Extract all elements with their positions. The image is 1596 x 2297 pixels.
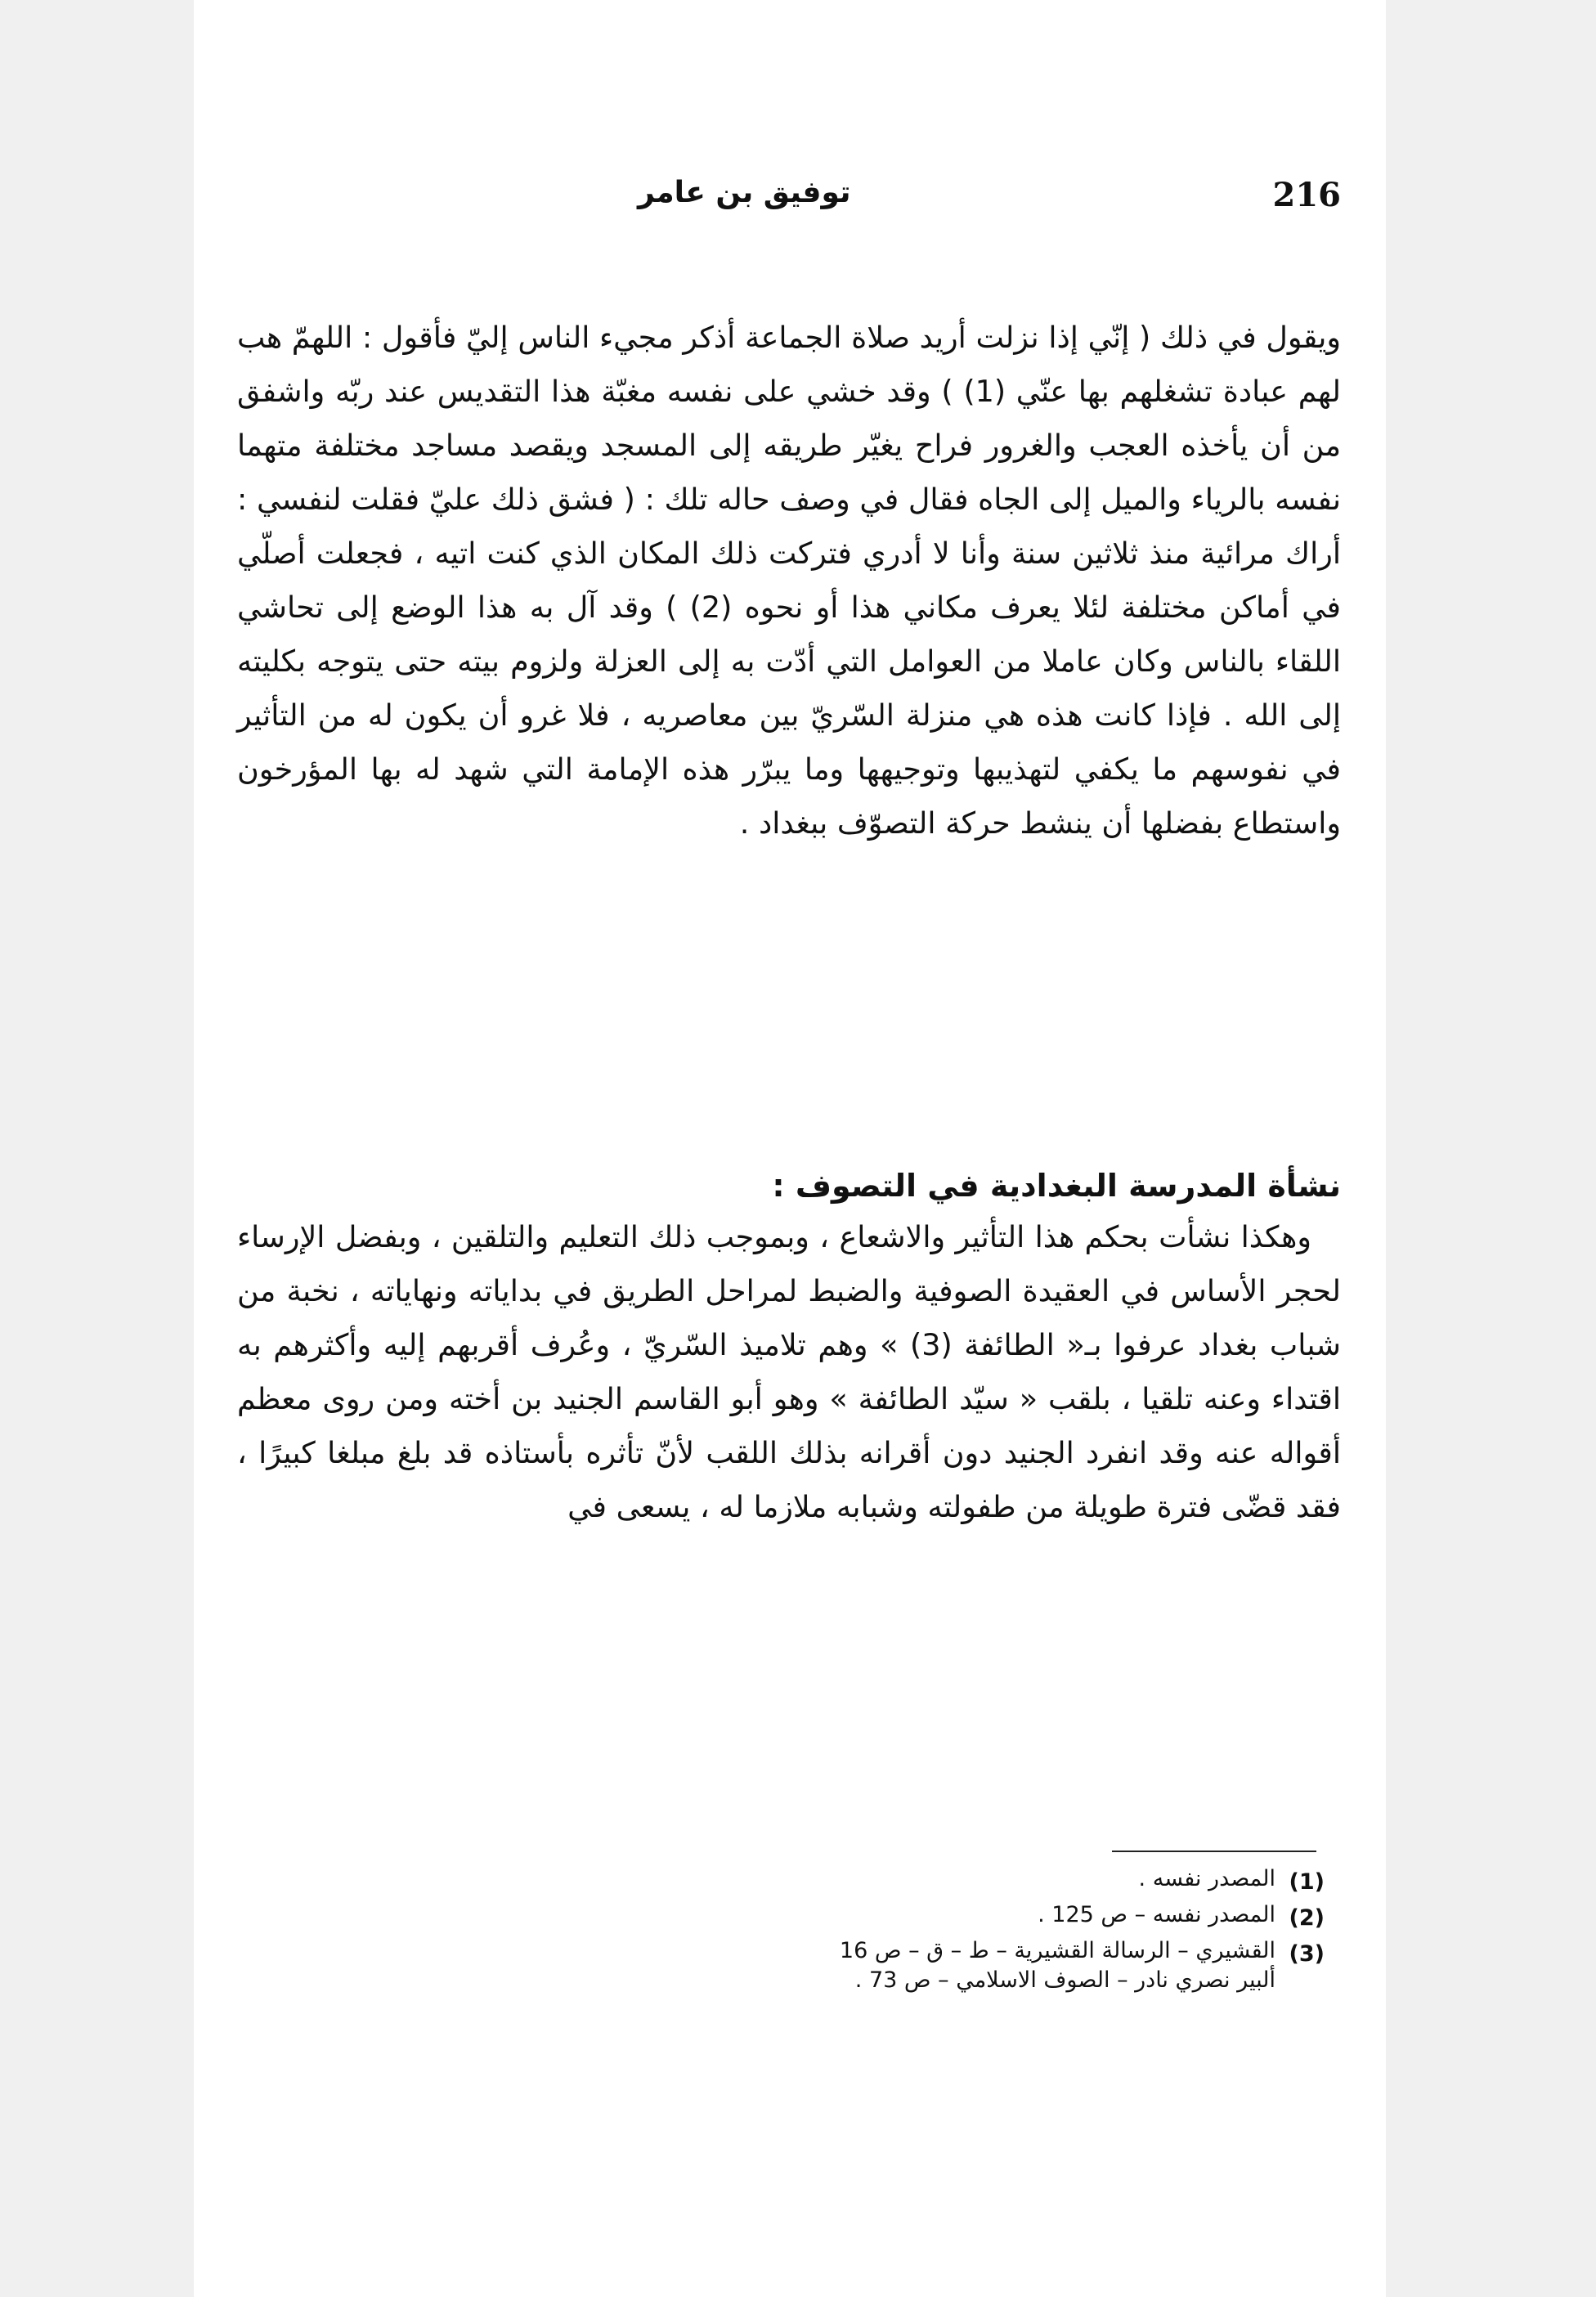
footnote-number: (1) (1289, 1869, 1325, 1895)
footnote-divider (1112, 1851, 1316, 1852)
footnote-line: المصدر نفسه – ص 125 . (1038, 1902, 1275, 1927)
footnote (630, 1936, 1325, 1995)
paragraph: ويقول في ذلك ( إنّي إذا نزلت أريد صلاة الجماعة أذكر مجيء الناس إليّ فأقول : اللهمّ هب لهم عبادة تشغلهم بها عنّي (1) ) وقد خشي على نفسه مغبّة هذا التقديس عند ربّه واشفق من أن يأخذه العجب والغرور فراح يغيّر طريقه إلى المسجد ويقصد مساجد مختلفة متهما نفسه بالرياء والميل إلى الجاه فقال في وصف حاله تلك : ( فشق ذلك عليّ فقلت لنفسي : أراك مرائية منذ ثلاثين سنة وأنا لا أدري فتركت ذلك المكان الذي كنت اتيه ، فجعلت أصلّي في أماكن مختلفة لئلا يعرف مكاني هذا أو نحوه (2) ) وقد آل به هذا الوضع إلى تحاشي اللقاء بالناس وكان عاملا من العوامل التي أدّت به إلى العزلة ولزوم بيته حتى يتوجه بكليته إلى الله . فإذا كانت هذه هي منزلة السّريّ بين معاصريه ، فلا غرو أن يكون له من التأثير في نفوسهم ما يكفي لتهذيبها وتوجيهها وما يبرّر هذه الإمامة التي شهد له بها المؤرخون واستطاع بفضلها أن ينشط حركة التصوّف ببغداد . (237, 320, 1341, 841)
footnote-number: (3) (1289, 1941, 1325, 1967)
running-title: توفيق بن عامر (638, 176, 851, 209)
main-text (237, 311, 1341, 1534)
footnote-line: القشيري – الرسالة القشيرية – ط – ق – ص 16 (839, 1938, 1275, 1963)
page-header (237, 176, 1341, 233)
page-number: 216 (1272, 176, 1341, 214)
paragraph: وهكذا نشأت بحكم هذا التأثير والاشعاع ، وبموجب ذلك التعليم والتلقين ، وبفضل الإرساء لحجر الأساس في العقيدة الصوفية والضبط لمراحل الطريق في بداياته ونهاياته ، نخبة من شباب بغداد عرفوا بـ« الطائفة (3) » وهم تلاميذ السّريّ ، وعُرف أقربهم إليه وأكثرهم به اقتداء وعنه تلقيا ، بلقب « سيّد الطائفة » وهو أبو القاسم الجنيد بن أخته ومن روى معظم أقواله عنه وقد انفرد الجنيد دون أقرانه بذلك اللقب لأنّ تأثره بأستاذه قد بلغ مبلغا كبيرًا ، فقد قضّى فترة طويلة من طفولته وشبابه ملازما له ، يسعى في (237, 1219, 1342, 1524)
footnote-text (630, 1900, 1275, 1936)
footnote-number: (2) (1289, 1905, 1325, 1931)
footnote (630, 1900, 1325, 1936)
footnote-line: ألبير نصري نادر – الصوف الاسلامي – ص 73 . (854, 1967, 1275, 1993)
footnotes (630, 1864, 1325, 1995)
footnote-line: المصدر نفسه . (1138, 1866, 1275, 1891)
footnote (630, 1864, 1325, 1900)
footnote-text (630, 1936, 1275, 1995)
section-heading: نشأة المدرسة البغدادية في التصوف : (772, 1168, 1341, 1204)
footnote-text (630, 1864, 1275, 1900)
